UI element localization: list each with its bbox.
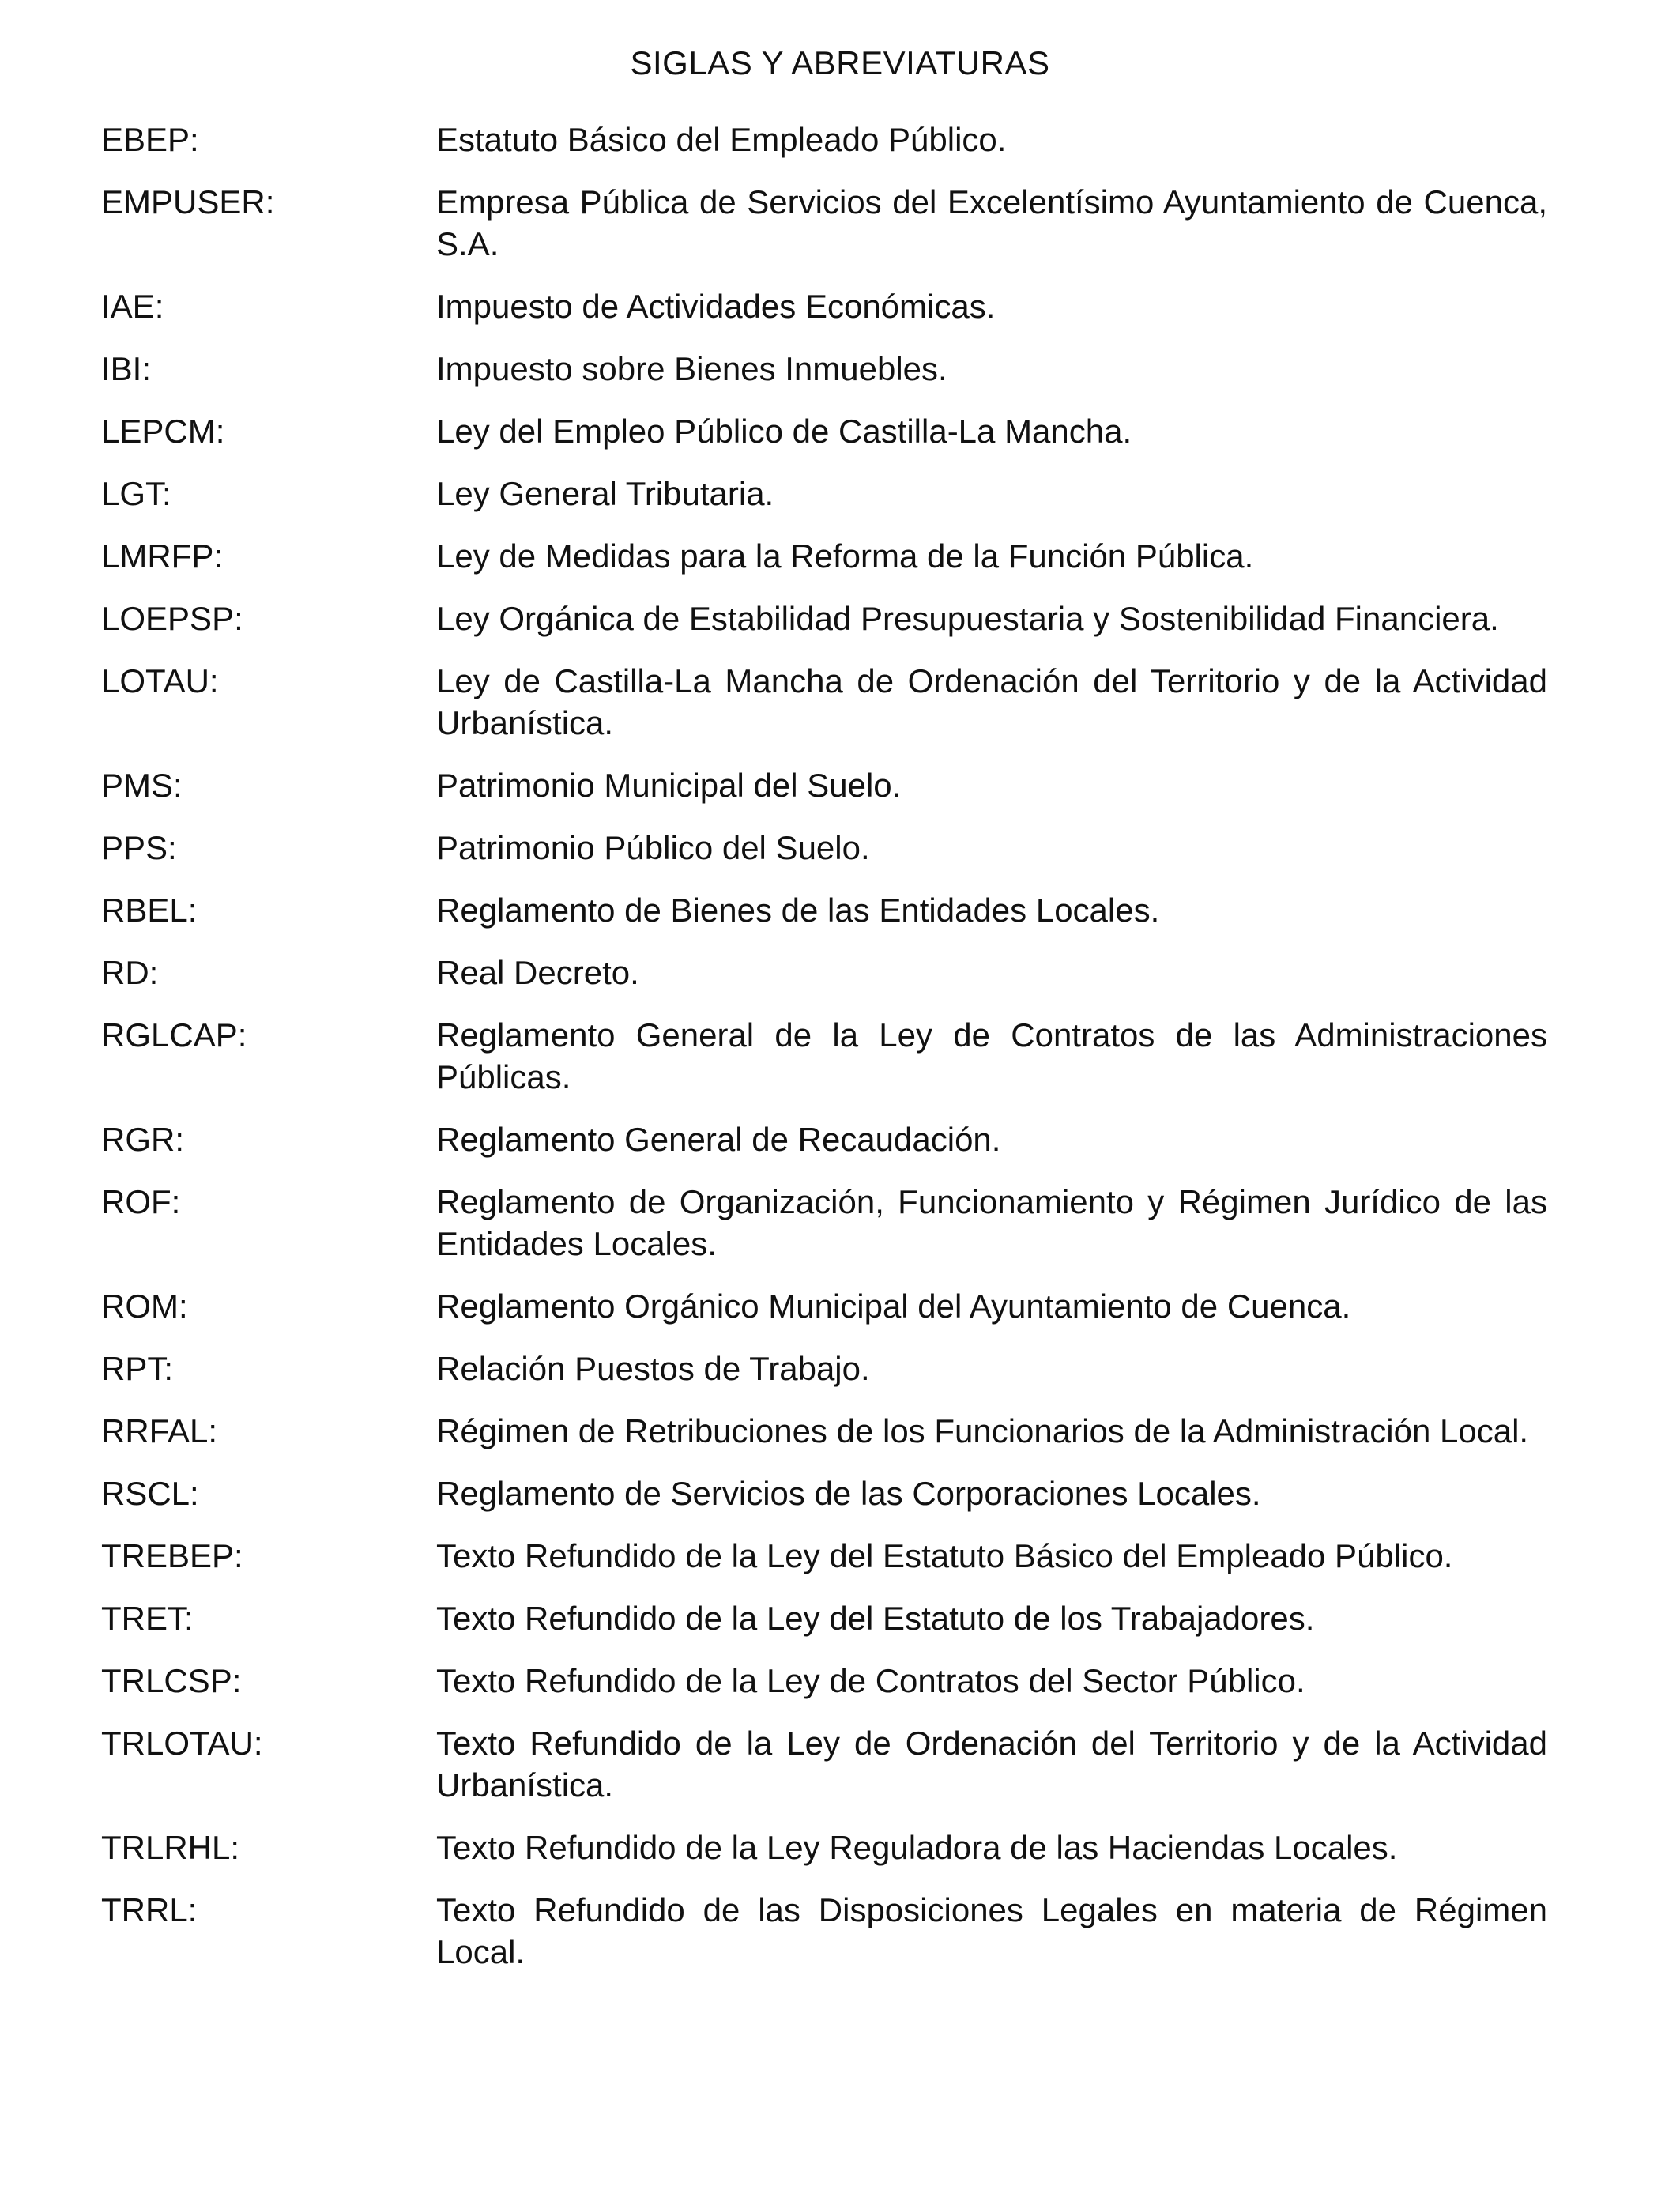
list-item — [101, 119, 1547, 160]
definition: Texto Refundido de la Ley de Contratos del Sector Público. — [436, 1662, 1305, 1699]
page-title: SIGLAS Y ABREVIATURAS — [630, 44, 1050, 81]
definition: Ley General Tributaria. — [436, 475, 774, 512]
definition: Texto Refundido de la Ley del Estatuto Básico del Empleado Público. — [436, 1537, 1453, 1574]
list-item — [101, 1348, 1547, 1389]
abbreviation: TRLCSP: — [101, 1662, 242, 1699]
list-item — [101, 1410, 1547, 1452]
list-item — [101, 535, 1547, 577]
definition: Texto Refundido de las Disposiciones Legales en materia de Régimen Local. — [436, 1891, 1547, 1970]
definition: Reglamento de Bienes de las Entidades Locales. — [436, 892, 1160, 929]
definition: Texto Refundido de la Ley Reguladora de las Haciendas Locales. — [436, 1829, 1398, 1866]
abbreviation: LMRFP: — [101, 537, 224, 575]
abbreviation: RGLCAP: — [101, 1016, 247, 1054]
list-item — [101, 1472, 1547, 1514]
abbreviation: RPT: — [101, 1350, 174, 1387]
abbreviation: LOTAU: — [101, 662, 219, 699]
list-item — [101, 1014, 1547, 1098]
abbreviation: IAE: — [101, 288, 164, 325]
definition: Relación Puestos de Trabajo. — [436, 1350, 870, 1387]
list-item — [101, 1826, 1547, 1868]
list-item — [101, 348, 1547, 390]
list-item — [101, 285, 1547, 327]
list-item — [101, 889, 1547, 931]
list-item — [101, 1118, 1547, 1160]
list-item — [101, 1597, 1547, 1639]
list-item — [101, 1660, 1547, 1702]
abbreviation: RRFAL: — [101, 1412, 218, 1449]
abbreviation: LGT: — [101, 475, 171, 512]
definition: Texto Refundido de la Ley de Ordenación del Territorio y de la Actividad Urbanística. — [436, 1725, 1547, 1804]
abbreviation: IBI: — [101, 350, 152, 387]
list-item — [101, 1535, 1547, 1577]
abbreviation: EBEP: — [101, 121, 199, 158]
definition: Impuesto sobre Bienes Inmuebles. — [436, 350, 947, 387]
abbreviation: ROM: — [101, 1287, 188, 1325]
abbreviation: LEPCM: — [101, 413, 225, 450]
definition: Impuesto de Actividades Económicas. — [436, 288, 996, 325]
definition: Patrimonio Público del Suelo. — [436, 829, 870, 866]
list-item — [101, 1722, 1547, 1806]
list-item — [101, 952, 1547, 993]
abbreviation: LOEPSP: — [101, 600, 243, 637]
definition: Texto Refundido de la Ley del Estatuto de los Trabajadores. — [436, 1600, 1315, 1637]
definition: Real Decreto. — [436, 954, 639, 991]
list-item — [101, 410, 1547, 452]
list-item — [101, 181, 1547, 265]
definition: Reglamento General de Recaudación. — [436, 1121, 1001, 1158]
definition: Ley del Empleo Público de Castilla-La Mancha. — [436, 413, 1132, 450]
abbreviation: PPS: — [101, 829, 177, 866]
abbreviation: TRET: — [101, 1600, 194, 1637]
abbreviation: ROF: — [101, 1183, 181, 1220]
list-item — [101, 1181, 1547, 1265]
abbreviation: PMS: — [101, 767, 183, 804]
definition: Patrimonio Municipal del Suelo. — [436, 767, 902, 804]
list-item — [101, 473, 1547, 515]
abbreviation: TRRL: — [101, 1891, 198, 1928]
list-item — [101, 1285, 1547, 1327]
abbreviation: RSCL: — [101, 1475, 199, 1512]
abbreviation: TREBEP: — [101, 1537, 243, 1574]
definition: Régimen de Retribuciones de los Funcionarios de la Administración Local. — [436, 1412, 1529, 1449]
definition: Reglamento Orgánico Municipal del Ayuntamiento de Cuenca. — [436, 1287, 1351, 1325]
definition: Ley Orgánica de Estabilidad Presupuestaria y Sostenibilidad Financiera. — [436, 600, 1499, 637]
list-item — [101, 827, 1547, 869]
list-item — [101, 1889, 1547, 1973]
definition: Ley de Medidas para la Reforma de la Función Pública. — [436, 537, 1254, 575]
abbreviation-list — [101, 119, 1547, 1993]
abbreviation: RBEL: — [101, 892, 198, 929]
definition: Reglamento de Servicios de las Corporaciones Locales. — [436, 1475, 1261, 1512]
definition: Reglamento General de la Ley de Contratos de las Administraciones Públicas. — [436, 1016, 1547, 1095]
list-item — [101, 764, 1547, 806]
abbreviation: RD: — [101, 954, 159, 991]
definition: Estatuto Básico del Empleado Público. — [436, 121, 1007, 158]
abbreviation: TRLOTAU: — [101, 1725, 263, 1762]
definition: Ley de Castilla-La Mancha de Ordenación del Territorio y de la Actividad Urbanística. — [436, 662, 1547, 741]
abbreviation: RGR: — [101, 1121, 184, 1158]
list-item — [101, 660, 1547, 744]
list-item — [101, 598, 1547, 639]
definition: Reglamento de Organización, Funcionamiento y Régimen Jurídico de las Entidades Locales. — [436, 1183, 1547, 1262]
definition: Empresa Pública de Servicios del Excelentísimo Ayuntamiento de Cuenca, S.A. — [436, 183, 1547, 262]
abbreviation: EMPUSER: — [101, 183, 275, 221]
abbreviation: TRLRHL: — [101, 1829, 240, 1866]
